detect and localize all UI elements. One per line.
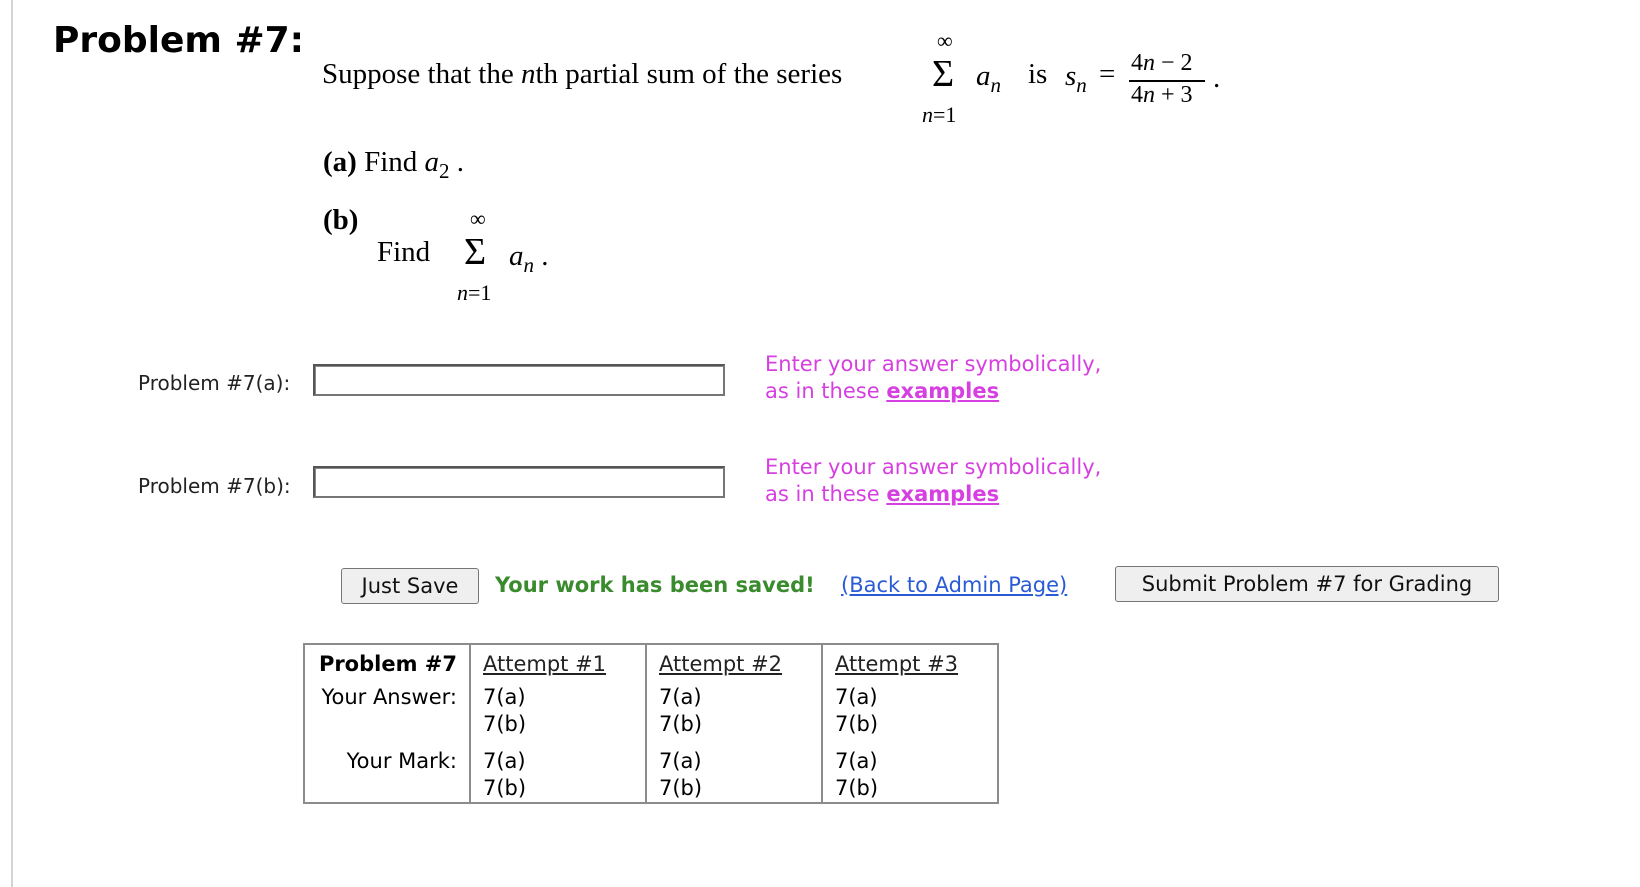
- part-a: (a) Find $a_2$ .: [323, 146, 465, 183]
- partial-sum-symbol: $s_n$: [1065, 60, 1087, 97]
- just-save-button[interactable]: Just Save: [341, 568, 479, 604]
- attempt-1-link[interactable]: Attempt #1: [483, 652, 607, 676]
- attempts-table: [303, 643, 999, 804]
- answer-a-input[interactable]: [313, 364, 725, 396]
- answer-b-input[interactable]: [313, 466, 725, 498]
- attempt-2-answer: 7(a) 7(b): [646, 684, 822, 748]
- submit-grading-button[interactable]: Submit Problem #7 for Grading: [1115, 566, 1499, 602]
- equals-sign: =: [1099, 58, 1116, 90]
- attempt-2-mark: 7(a) 7(b): [646, 748, 822, 803]
- your-answer-label: Your Answer:: [321, 685, 457, 709]
- answer-a-hint: Enter your answer symbolically, as in these examples: [765, 352, 1102, 403]
- series-lower-limit: n=1: [922, 102, 957, 127]
- left-border: [11, 0, 13, 887]
- part-b-term: $a_n$ .: [509, 240, 549, 277]
- answer-a-examples-link[interactable]: examples: [886, 379, 1000, 403]
- series-sigma: Σ: [932, 53, 955, 95]
- fraction-denominator: 4n + 3: [1131, 82, 1193, 108]
- attempts-header-row: [304, 644, 998, 684]
- attempt-2-header: [646, 644, 822, 684]
- is-text: is: [1028, 58, 1048, 90]
- fraction-numerator: 4n − 2: [1131, 50, 1193, 76]
- problem-title: Problem #7:: [53, 20, 305, 61]
- series-upper-limit: ∞: [937, 28, 953, 53]
- attempt-3-link[interactable]: Attempt #3: [835, 652, 959, 676]
- part-b-sigma: Σ: [464, 231, 487, 273]
- back-to-admin-link[interactable]: (Back to Admin Page): [841, 573, 1068, 597]
- part-b-upper-limit: ∞: [470, 206, 486, 231]
- attempt-1-header: [470, 644, 646, 684]
- attempt-2-link[interactable]: Attempt #2: [659, 652, 783, 676]
- attempt-3-header: [822, 644, 998, 684]
- part-b-lower-limit: n=1: [457, 280, 492, 305]
- answer-a-label: Problem #7(a):: [138, 371, 291, 395]
- saved-message: Your work has been saved!: [495, 573, 815, 597]
- attempt-3-answer: 7(a) 7(b): [822, 684, 998, 748]
- attempts-header: Problem #7: [318, 652, 457, 676]
- series-term: $a_n$: [976, 60, 1001, 97]
- your-mark-row: [304, 748, 998, 803]
- attempt-1-answer: 7(a) 7(b): [470, 684, 646, 748]
- your-mark-label: Your Mark:: [346, 749, 457, 773]
- your-answer-row: [304, 684, 998, 748]
- answer-b-examples-link[interactable]: examples: [886, 482, 1000, 506]
- statement-period: .: [1213, 62, 1221, 94]
- part-b-label: (b): [323, 204, 359, 236]
- statement-text: Suppose that the nth partial sum of the series: [322, 58, 843, 90]
- part-b-find: Find: [377, 236, 431, 268]
- attempt-3-mark: 7(a) 7(b): [822, 748, 998, 803]
- answer-b-label: Problem #7(b):: [138, 474, 291, 498]
- attempt-1-mark: 7(a) 7(b): [470, 748, 646, 803]
- answer-b-hint: Enter your answer symbolically, as in these examples: [765, 455, 1102, 506]
